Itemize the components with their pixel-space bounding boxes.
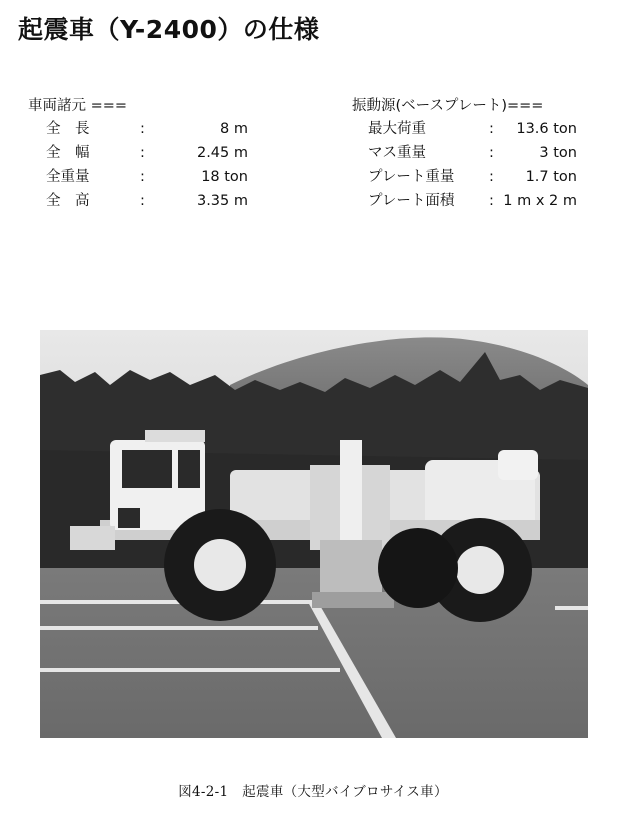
vehicle-specs-heading: 車両諸元 === [28, 98, 128, 114]
spec-colon: : [489, 121, 494, 137]
spec-value: 18 ton [201, 169, 248, 185]
spec-value: 1.7 ton [525, 169, 577, 185]
spec-colon: : [140, 121, 145, 137]
spec-row-width [28, 141, 278, 165]
spec-row-mass-weight [352, 141, 617, 165]
vibration-source-specs [352, 95, 617, 213]
page-title: 起震車（Y-2400）の仕様 [18, 15, 320, 44]
spec-colon: : [489, 145, 494, 161]
figure-caption: 図4-2-1 起震車（大型バイブロサイス車） [178, 784, 448, 800]
spec-label: 全重量 [46, 169, 90, 185]
spec-label: プレート面積 [368, 193, 455, 209]
spec-label: 全 長 [46, 121, 90, 137]
vibration-specs-heading: 振動源(ベースプレート)=== [352, 98, 544, 114]
spec-label: プレート重量 [368, 169, 455, 185]
spec-colon: : [140, 169, 145, 185]
spec-value: 1 m x 2 m [503, 193, 577, 209]
spec-colon: : [140, 145, 145, 161]
spec-row-max-load [352, 117, 617, 141]
spec-row-height [28, 189, 278, 213]
spec-value: 3.35 m [196, 193, 248, 209]
spec-row-plate-area [352, 189, 617, 213]
spec-value: 8 m [220, 121, 248, 137]
spec-label: 全 幅 [46, 145, 90, 161]
spec-colon: : [489, 193, 494, 209]
spec-label: 最大荷重 [368, 121, 426, 137]
spec-label: マス重量 [368, 145, 426, 161]
spec-row-weight [28, 165, 278, 189]
vehicle-specs [28, 95, 278, 213]
vibroseis-truck-photo [40, 330, 588, 738]
spec-value: 2.45 m [196, 145, 248, 161]
spec-colon: : [489, 169, 494, 185]
spec-value: 13.6 ton [516, 121, 577, 137]
spec-value: 3 ton [539, 145, 577, 161]
spec-row-length [28, 117, 278, 141]
spec-row-plate-weight [352, 165, 617, 189]
spec-label: 全 高 [46, 193, 90, 209]
spec-colon: : [140, 193, 145, 209]
